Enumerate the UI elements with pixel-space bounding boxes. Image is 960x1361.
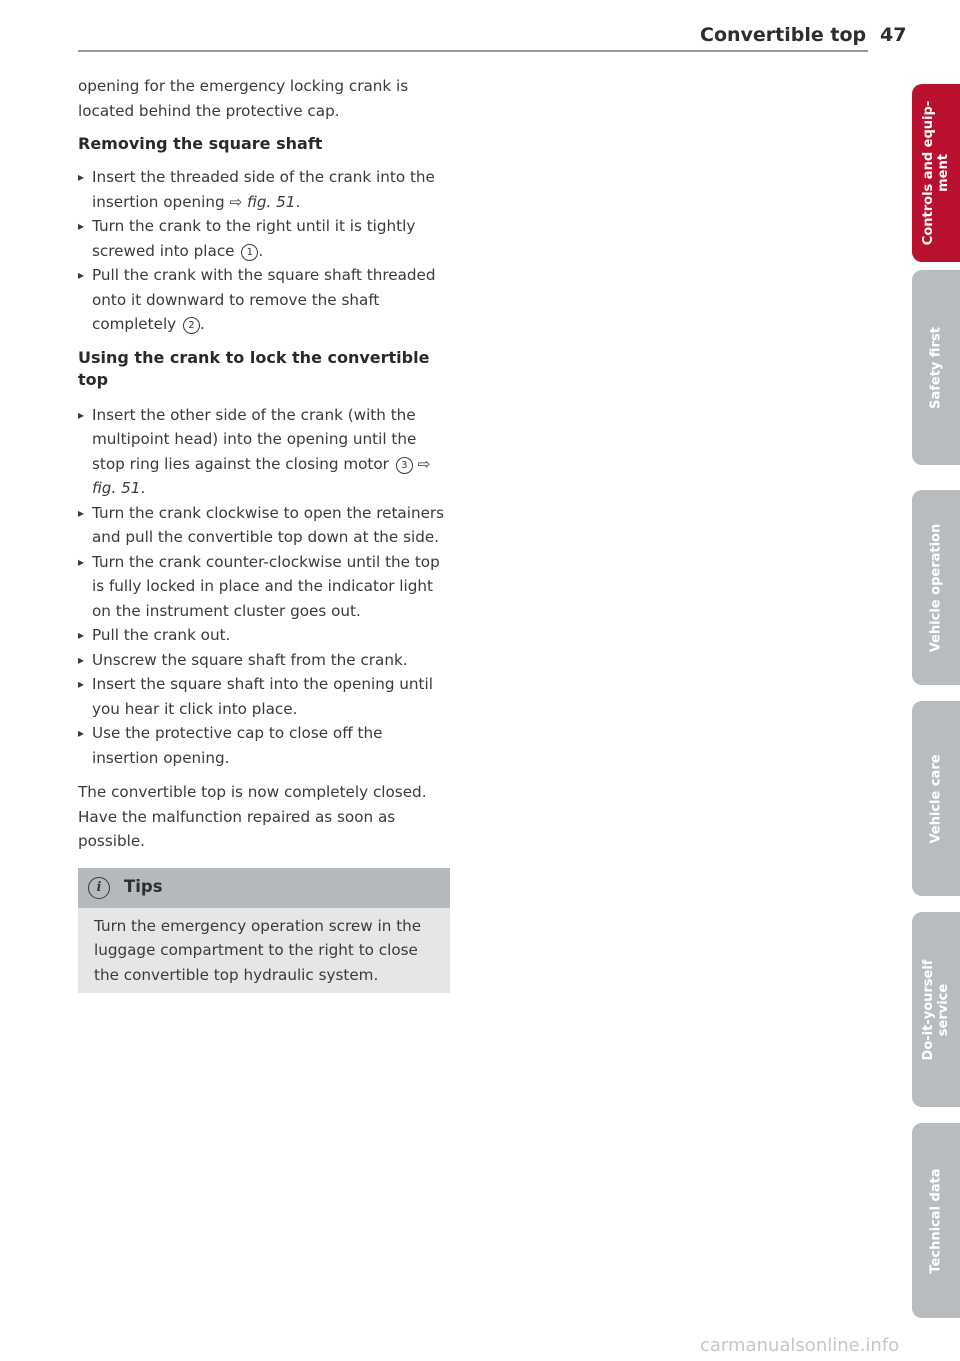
callout-number: 2	[183, 317, 200, 334]
step-item	[78, 721, 450, 770]
closing-paragraph: The convertible top is now completely closed. Have the malfunction repaired as soon as possible.	[78, 783, 427, 850]
tips-title: Tips	[124, 877, 163, 897]
callout-number: 1	[241, 244, 258, 261]
removing-steps-list	[78, 165, 450, 337]
step-item	[78, 165, 450, 214]
step-item	[78, 550, 450, 624]
watermark: carmanualsonline.info	[700, 1335, 900, 1356]
chapter-tab[interactable]	[912, 701, 960, 896]
chapter-tab-label: Safety first	[928, 326, 944, 409]
figure-reference-link[interactable]: ⇨ fig. 51	[92, 454, 431, 497]
main-content	[78, 74, 450, 993]
step-text: Turn the crank clockwise to open the retainers and pull the convertible top down at the side.	[92, 503, 445, 546]
step-text: Insert the threaded side of the crank into the insertion opening	[92, 168, 435, 211]
step-punctuation: .	[295, 192, 301, 211]
step-item	[78, 623, 450, 648]
chapter-tab-label: Do-it-yourself service	[921, 959, 951, 1060]
callout-number: 3	[396, 457, 413, 474]
step-item	[78, 403, 450, 501]
tips-box	[78, 868, 450, 994]
step-punctuation: .	[199, 315, 205, 333]
step-text: Insert the other side of the crank (with the multipoint head) into the opening until the stop ring lies against the closing motor	[92, 405, 417, 473]
step-text: Insert the square shaft into the opening until you hear it click into place.	[92, 675, 433, 718]
step-item	[78, 263, 450, 337]
step-item	[78, 648, 450, 673]
chapter-tab[interactable]	[912, 490, 960, 685]
step-punctuation: .	[140, 479, 146, 497]
intro-paragraph: opening for the emergency locking crank is located behind the protective cap.	[78, 77, 409, 120]
chapter-tab[interactable]	[912, 1123, 960, 1318]
step-item	[78, 672, 450, 721]
step-text: Turn the crank to the right until it is tightly screwed into place	[92, 217, 416, 260]
header-rule	[78, 50, 868, 52]
chapter-tab[interactable]	[912, 270, 960, 465]
chapter-tab-label: Technical data	[928, 1167, 944, 1274]
tips-header	[78, 868, 450, 908]
heading-using-crank: Using the crank to lock the convertible top	[78, 347, 430, 389]
step-text: Pull the crank out.	[92, 626, 231, 644]
step-item	[78, 501, 450, 550]
step-text: Use the protective cap to close off the insertion opening.	[92, 724, 383, 767]
info-icon: i	[88, 877, 110, 899]
step-text: Unscrew the square shaft from the crank.	[92, 650, 408, 669]
chapter-tab[interactable]	[912, 912, 960, 1107]
step-text: Pull the crank with the square shaft threaded onto it downward to remove the shaft completely	[92, 266, 436, 333]
chapter-tab-label: Controls and equip- ment	[921, 100, 951, 246]
chapter-tab-label: Vehicle operation	[928, 523, 944, 652]
page-number: 47	[880, 24, 907, 46]
heading-removing-square-shaft: Removing the square shaft	[78, 134, 323, 153]
chapter-tab-label: Vehicle care	[928, 753, 944, 844]
step-text: Turn the crank counter-clockwise until the top is fully locked in place and the indicator light on the instrument cluster goes out.	[92, 552, 440, 620]
step-item	[78, 214, 450, 263]
locking-steps-list	[78, 403, 450, 771]
section-title: Convertible top	[700, 24, 867, 46]
chapter-tab[interactable]	[912, 84, 960, 262]
figure-reference-link[interactable]: ⇨ fig. 51	[229, 192, 296, 211]
step-punctuation: .	[258, 241, 264, 260]
tips-body: Turn the emergency operation screw in the luggage compartment to the right to close the convertible top hydraulic system.	[94, 916, 422, 984]
